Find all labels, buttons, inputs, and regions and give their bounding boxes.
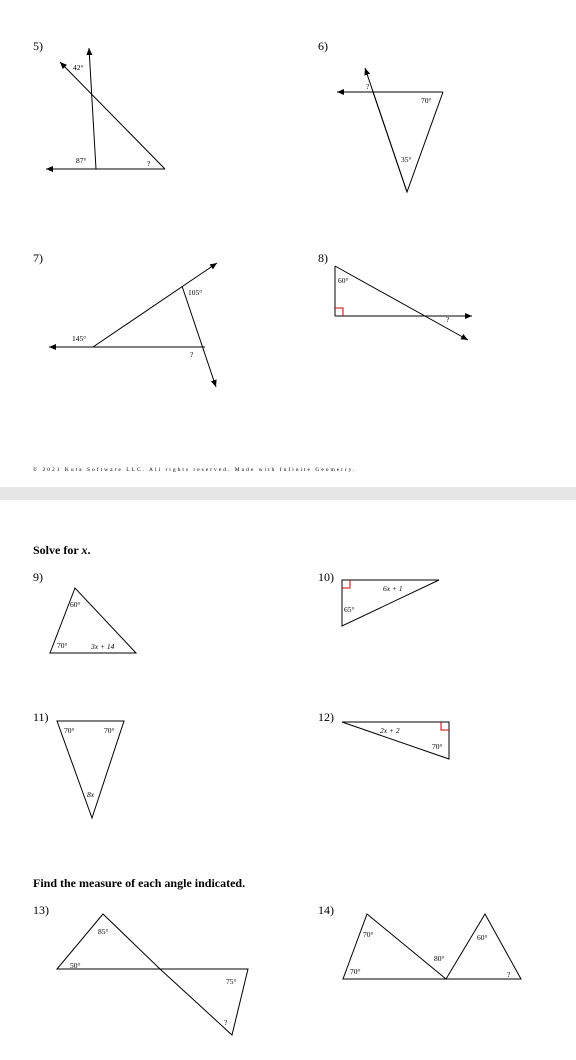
angle-label: 87° [76,156,87,165]
angle-label: 70° [57,641,68,650]
angle-label: 60° [477,933,488,942]
problem-12-figure [318,710,449,759]
problem-number: 5) [33,39,43,53]
angle-label: 75° [226,977,237,986]
unknown-angle-label: ? [190,350,194,359]
page-separator [0,487,576,500]
section-heading-find-angles: Find the measure of each angle indicated. [33,876,246,890]
problem-number: 11) [33,710,49,724]
angle-label: 70° [104,726,115,735]
angle-label: 80° [434,954,445,963]
angle-label: 65° [344,605,355,614]
page-1-figures [0,0,576,487]
problem-13-figure [33,903,248,1035]
problem-number: 13) [33,903,49,917]
problem-number: 9) [33,570,43,584]
expression-label: 3x + 14 [91,642,115,651]
problem-number: 6) [318,39,328,53]
angle-label: 70° [363,930,374,939]
angle-label: 42° [73,63,84,72]
unknown-angle-label: ? [366,82,370,91]
problem-number: 7) [33,251,43,265]
angle-label: 105° [188,288,203,297]
unknown-angle-label: ? [507,970,511,979]
worksheet-page-2 [0,500,576,1060]
unknown-angle-label: ? [147,159,151,168]
problem-number: 8) [318,251,328,265]
right-angle-mark [335,308,343,316]
right-angle-mark [342,580,350,588]
problem-14-figure [318,903,521,979]
angle-label: 35° [401,155,412,164]
worksheet-page-1 [0,0,576,487]
unknown-angle-label: ? [224,1018,228,1027]
angle-label: 70° [432,742,443,751]
angle-label: 145° [72,334,87,343]
angle-label: 70° [421,96,432,105]
problem-5-figure [33,39,165,169]
angle-label: 60° [338,276,349,285]
copyright-footer: © 2021 Kuta Software LLC. All rights reserved. Made with Infinite Geometry. [33,467,357,473]
problem-10-figure [318,570,439,626]
angle-label: 70° [350,967,361,976]
problem-6-figure [318,39,443,192]
problem-9-figure [33,570,136,653]
angle-label: 70° [64,726,75,735]
expression-label: 6x + 1 [383,584,403,593]
problem-number: 12) [318,710,334,724]
page-2-figures [0,500,576,1060]
unknown-angle-label: ? [446,315,450,324]
right-angle-mark [441,722,449,730]
problem-11-figure [33,710,124,818]
problem-7-figure [33,251,217,387]
angle-label: 60° [70,600,81,609]
section-heading-solve: Solve for x. [33,543,91,557]
expression-label: 8x [87,790,95,799]
problem-number: 10) [318,570,334,584]
angle-label: 50° [70,961,81,970]
expression-label: 2x + 2 [380,726,400,735]
problem-number: 14) [318,903,334,917]
angle-label: 85° [98,927,109,936]
problem-8-figure [318,251,472,340]
